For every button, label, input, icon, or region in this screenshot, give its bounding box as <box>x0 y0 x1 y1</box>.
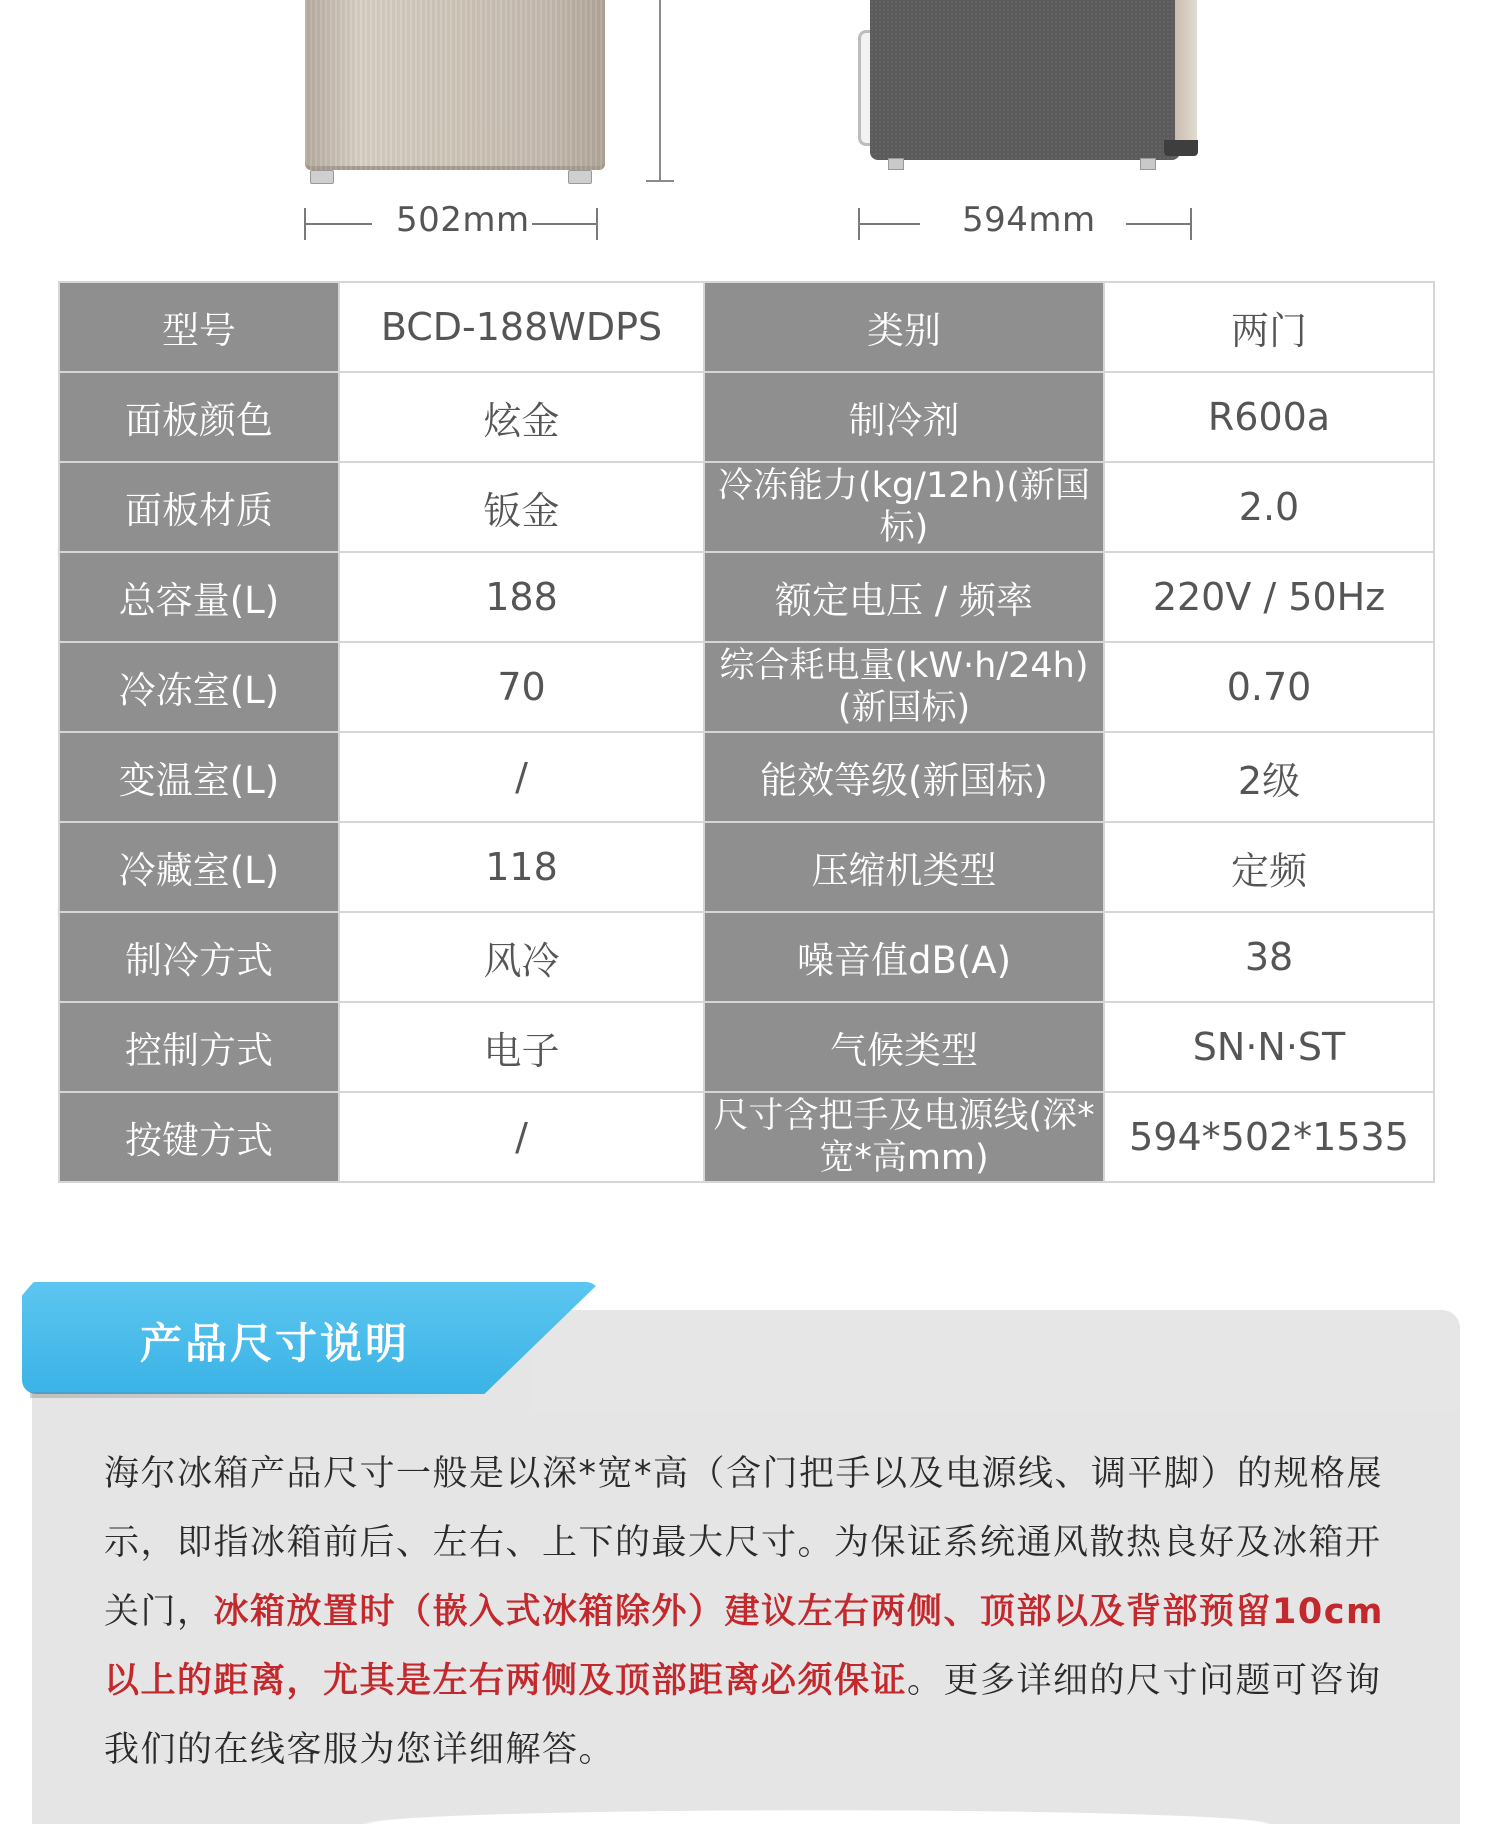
info-text-highlight: 冰箱放置时（嵌入式冰箱除外）建议左右两侧、顶部以及背部预留10cm以上的距离，尤其是左右两侧及顶部距离必须保证 <box>104 1592 1384 1701</box>
spec-key: 类别 <box>704 282 1104 372</box>
spec-key: 能效等级(新国标) <box>704 732 1104 822</box>
spec-value: R600a <box>1104 372 1434 462</box>
spec-key: 总容量(L) <box>59 552 339 642</box>
spec-key: 综合耗电量(kW·h/24h)(新国标) <box>704 642 1104 732</box>
width-line-right <box>532 223 598 225</box>
spec-value: BCD-188WDPS <box>339 282 704 372</box>
height-dimension-line <box>659 0 661 180</box>
depth-tick-right <box>1190 208 1192 240</box>
spec-value: 风冷 <box>339 912 704 1002</box>
spec-key: 制冷剂 <box>704 372 1104 462</box>
table-row <box>59 552 1434 642</box>
spec-key: 型号 <box>59 282 339 372</box>
info-text-outro: 。更多详细的尺寸问题可咨询我们的在线客服为您详细解答。 <box>104 1661 1382 1770</box>
spec-value: 118 <box>339 822 704 912</box>
fridge-side-body <box>870 0 1180 160</box>
spec-table <box>58 281 1435 1183</box>
table-row <box>59 732 1434 822</box>
spec-value: 2.0 <box>1104 462 1434 552</box>
width-tick-right <box>596 208 598 240</box>
table-row <box>59 1002 1434 1092</box>
table-row <box>59 642 1434 732</box>
fridge-side-bottom-bar <box>1164 140 1198 156</box>
table-row <box>59 462 1434 552</box>
spec-key: 气候类型 <box>704 1002 1104 1092</box>
spec-value: 2级 <box>1104 732 1434 822</box>
width-label: 502mm <box>396 200 530 240</box>
spec-value: SN·N·ST <box>1104 1002 1434 1092</box>
table-row <box>59 822 1434 912</box>
table-row <box>59 912 1434 1002</box>
spec-key: 控制方式 <box>59 1002 339 1092</box>
fridge-foot-left <box>310 170 334 184</box>
table-row <box>59 1092 1434 1182</box>
spec-value: 594*502*1535 <box>1104 1092 1434 1182</box>
spec-value: 炫金 <box>339 372 704 462</box>
spec-key: 冷藏室(L) <box>59 822 339 912</box>
spec-key: 噪音值dB(A) <box>704 912 1104 1002</box>
spec-key: 冷冻室(L) <box>59 642 339 732</box>
depth-dimension <box>858 200 1192 240</box>
spec-value: 电子 <box>339 1002 704 1092</box>
spec-key: 面板颜色 <box>59 372 339 462</box>
spec-value: 220V / 50Hz <box>1104 552 1434 642</box>
spec-value: 0.70 <box>1104 642 1434 732</box>
spec-key: 按键方式 <box>59 1092 339 1182</box>
spec-value: 定频 <box>1104 822 1434 912</box>
spec-value: 两门 <box>1104 282 1434 372</box>
info-title: 产品尺寸说明 <box>140 1319 411 1368</box>
spec-key: 压缩机类型 <box>704 822 1104 912</box>
fridge-foot-right <box>568 170 592 184</box>
fridge-front-body <box>305 0 605 170</box>
spec-key: 尺寸含把手及电源线(深*宽*高mm) <box>704 1092 1104 1182</box>
spec-key: 冷冻能力(kg/12h)(新国标) <box>704 462 1104 552</box>
table-row <box>59 282 1434 372</box>
height-dimension-cap <box>646 180 674 182</box>
spec-key: 制冷方式 <box>59 912 339 1002</box>
depth-label: 594mm <box>962 200 1096 240</box>
info-tab-shadow <box>30 1392 490 1398</box>
spec-value: 钣金 <box>339 462 704 552</box>
spec-key: 额定电压 / 频率 <box>704 552 1104 642</box>
table-row <box>59 372 1434 462</box>
width-dimension <box>304 200 598 240</box>
depth-line-right <box>1126 223 1192 225</box>
fridge-side-door-edge <box>1175 0 1197 150</box>
spec-value: 70 <box>339 642 704 732</box>
info-panel-top <box>530 1310 1460 1410</box>
info-text-intro: 海尔冰箱产品尺寸一般是以深*宽*高（含门把手以及电源线、调平脚）的规格展示，即指冰箱前后、左右、上下的最大尺寸。为保证系统通风散热良好及冰箱开关门， <box>104 1454 1384 1632</box>
info-text <box>104 1440 1394 1785</box>
fridge-side-foot-left <box>888 158 904 170</box>
depth-line-left <box>858 223 920 225</box>
spec-value: 188 <box>339 552 704 642</box>
spec-key: 变温室(L) <box>59 732 339 822</box>
fridge-side-foot-right <box>1140 158 1156 170</box>
bottom-curve <box>32 1800 1460 1824</box>
spec-value: / <box>339 1092 704 1182</box>
width-line-left <box>304 223 372 225</box>
spec-value: / <box>339 732 704 822</box>
spec-value: 38 <box>1104 912 1434 1002</box>
spec-key: 面板材质 <box>59 462 339 552</box>
